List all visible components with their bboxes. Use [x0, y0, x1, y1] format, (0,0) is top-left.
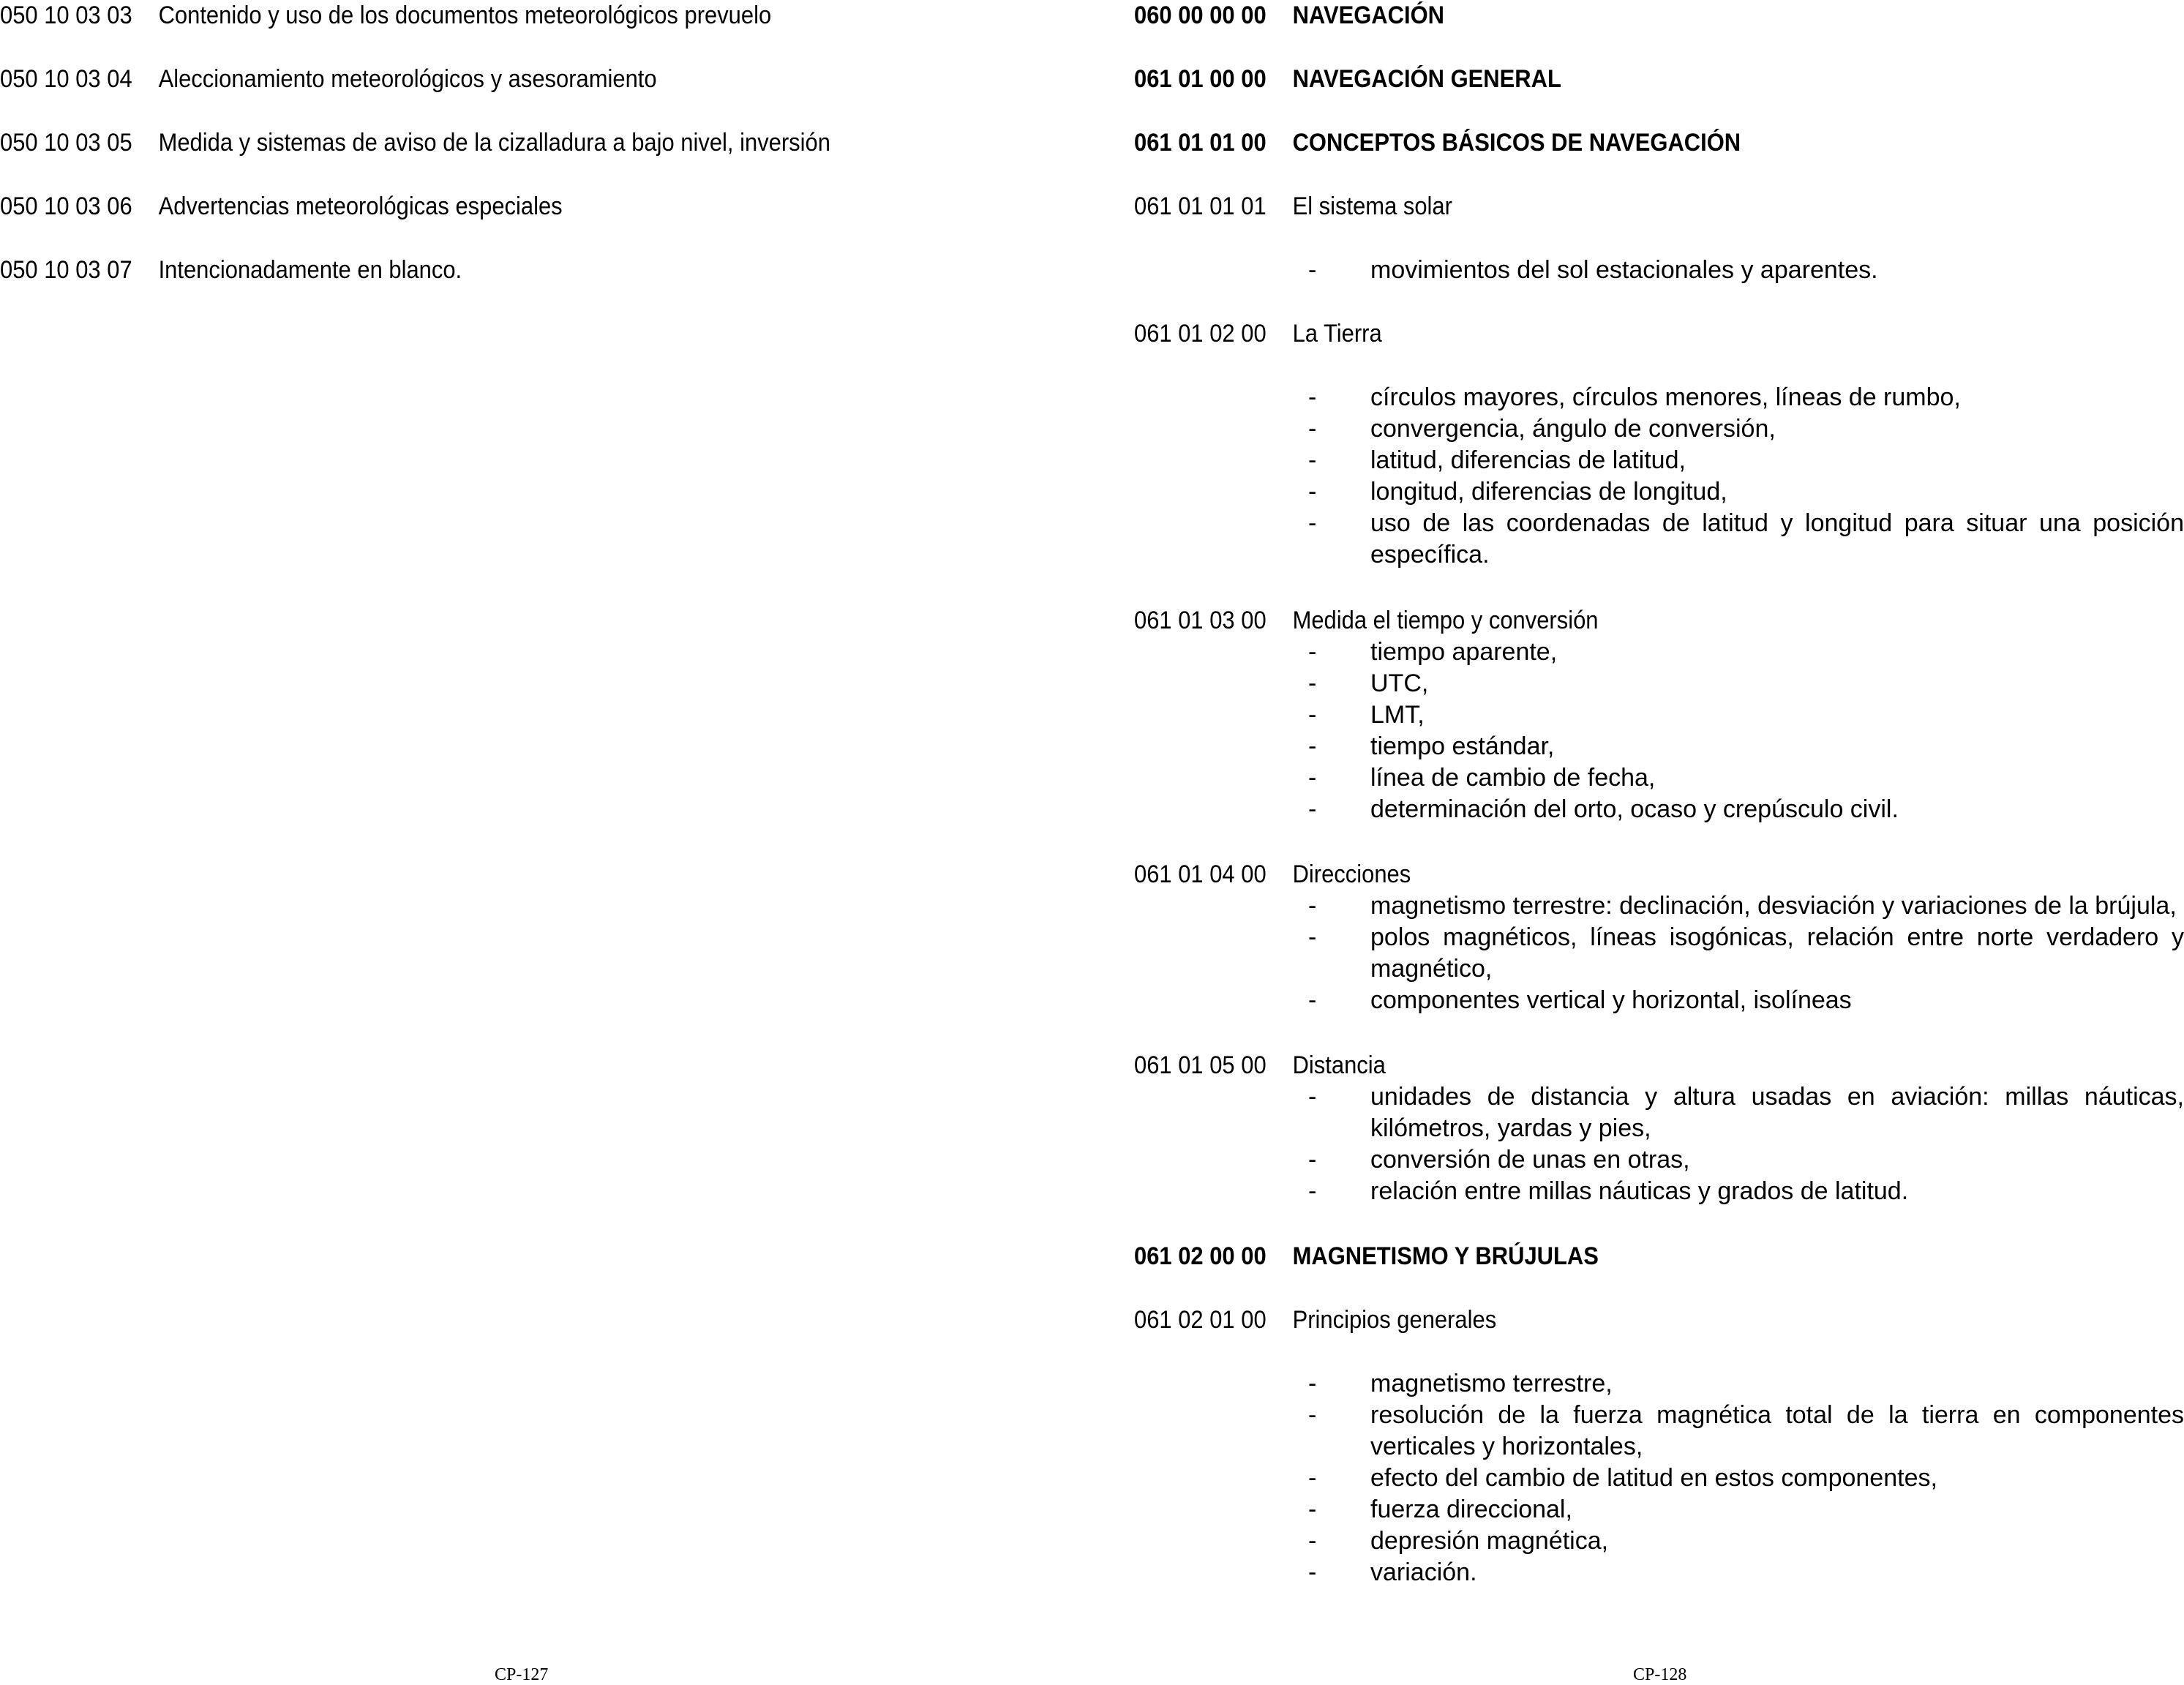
section-code: 061 01 00 00 [1134, 65, 1267, 93]
section-code: 061 01 04 00 [1134, 860, 1267, 888]
bullet-list [1134, 255, 2184, 286]
list-item-text: efecto del cambio de latitud en estos componentes, [1370, 1464, 1937, 1492]
list-item [1134, 1368, 2184, 1400]
page-number: CP-127 [495, 1665, 549, 1684]
bullet-dash: - [1308, 478, 1317, 506]
bullet-dash: - [1308, 1464, 1317, 1492]
list-item [1134, 382, 2184, 413]
list-item-text: variación. [1370, 1558, 1477, 1586]
bullet-dash: - [1308, 892, 1317, 920]
list-item [1134, 1081, 2184, 1144]
bullet-dash: - [1308, 1527, 1317, 1555]
bullet-dash: - [1308, 1370, 1317, 1397]
list-item-text: tiempo estándar, [1370, 732, 1555, 760]
section-code: 050 10 03 03 [0, 1, 132, 29]
section-title: Medida y sistemas de aviso de la cizalladura a bajo nivel, inversión [158, 129, 830, 157]
section-title: Aleccionamiento meteorológicos y asesoramiento [158, 65, 657, 93]
section-title: La Tierra [1292, 320, 1382, 348]
list-item [1134, 762, 2184, 794]
list-item-text: movimientos del sol estacionales y aparentes. [1370, 256, 1878, 284]
section-title: MAGNETISMO Y BRÚJULAS [1292, 1242, 1599, 1270]
list-item [1134, 508, 2184, 571]
list-item-text: línea de cambio de fecha, [1370, 764, 1656, 792]
bullet-dash: - [1308, 638, 1317, 666]
bullet-list [1134, 1368, 2184, 1588]
section-code: 061 01 01 00 [1134, 129, 1267, 157]
bullet-dash: - [1308, 446, 1317, 474]
list-item-text: UTC, [1370, 669, 1429, 697]
bullet-dash: - [1308, 1083, 1317, 1111]
list-item-text: latitud, diferencias de latitud, [1370, 446, 1686, 474]
list-item [1134, 476, 2184, 508]
bullet-dash: - [1308, 1496, 1317, 1523]
section-title: NAVEGACIÓN [1292, 1, 1445, 29]
list-item [1134, 1463, 2184, 1494]
list-item [1134, 1557, 2184, 1588]
bullet-dash: - [1308, 1146, 1317, 1174]
section-code: 050 10 03 06 [0, 192, 132, 220]
bullet-dash: - [1308, 509, 1317, 537]
bullet-dash: - [1308, 383, 1317, 411]
list-item [1134, 255, 2184, 286]
bullet-dash: - [1308, 923, 1317, 951]
section-code: 050 10 03 04 [0, 65, 132, 93]
bullet-list [1134, 382, 2184, 571]
section-code: 050 10 03 07 [0, 256, 132, 284]
list-item-text: tiempo aparente, [1370, 638, 1558, 666]
bullet-dash: - [1308, 415, 1317, 443]
section-title: El sistema solar [1292, 192, 1452, 220]
section-title: Direcciones [1292, 860, 1411, 888]
list-item-text: longitud, diferencias de longitud, [1370, 478, 1727, 506]
list-item [1134, 1400, 2184, 1463]
section-title: Intencionadamente en blanco. [158, 256, 462, 284]
bullet-dash: - [1308, 701, 1317, 729]
list-item-text: determinación del orto, ocaso y crepúsculo civil. [1370, 795, 1899, 823]
list-item-text: magnetismo terrestre: declinación, desviación y variaciones de la brújula, [1370, 892, 2177, 920]
list-item [1134, 922, 2184, 985]
section-code: 061 01 01 01 [1134, 192, 1267, 220]
list-item-text: unidades de distancia y altura usadas en aviación: millas náuticas, kilómetros, yardas y pies, [1370, 1083, 2184, 1142]
section-title: NAVEGACIÓN GENERAL [1292, 65, 1561, 93]
bullet-dash: - [1308, 1401, 1317, 1429]
bullet-dash: - [1308, 764, 1317, 792]
list-item [1134, 794, 2184, 825]
list-item-text: relación entre millas náuticas y grados de latitud. [1370, 1177, 1909, 1205]
section-code: 060 00 00 00 [1134, 1, 1267, 29]
bullet-dash: - [1308, 795, 1317, 823]
list-item [1134, 731, 2184, 762]
list-item-text: uso de las coordenadas de latitud y longitud para situar una posición específica. [1370, 509, 2184, 568]
list-item-text: magnetismo terrestre, [1370, 1370, 1613, 1397]
bullet-dash: - [1308, 1177, 1317, 1205]
bullet-dash: - [1308, 669, 1317, 697]
list-item-text: fuerza direccional, [1370, 1496, 1572, 1523]
list-item [1134, 1525, 2184, 1557]
section-title: Medida el tiempo y conversión [1292, 607, 1599, 634]
list-item-text: convergencia, ángulo de conversión, [1370, 415, 1776, 443]
list-item [1134, 1176, 2184, 1207]
bullet-list [1134, 637, 2184, 825]
section-code: 061 02 00 00 [1134, 1242, 1267, 1270]
list-item-text: depresión magnética, [1370, 1527, 1609, 1555]
section-code: 061 01 05 00 [1134, 1051, 1267, 1079]
list-item [1134, 413, 2184, 445]
bullet-list [1134, 1081, 2184, 1207]
list-item [1134, 1494, 2184, 1525]
page-number: CP-128 [1633, 1665, 1687, 1684]
list-item-text: resolución de la fuerza magnética total de la tierra en componentes verticales y horizontales, [1370, 1401, 2184, 1460]
list-item-text: círculos mayores, círculos menores, líneas de rumbo, [1370, 383, 1961, 411]
list-item [1134, 1144, 2184, 1176]
list-item [1134, 699, 2184, 731]
bullet-list [1134, 890, 2184, 1016]
list-item-text: componentes vertical y horizontal, isolíneas [1370, 986, 1852, 1014]
section-title: Contenido y uso de los documentos meteorológicos prevuelo [158, 1, 772, 29]
section-title: Advertencias meteorológicas especiales [158, 192, 563, 220]
section-code: 061 01 02 00 [1134, 320, 1267, 348]
section-code: 061 02 01 00 [1134, 1306, 1267, 1334]
bullet-dash: - [1308, 256, 1317, 284]
list-item-text: LMT, [1370, 701, 1425, 729]
bullet-dash: - [1308, 732, 1317, 760]
list-item [1134, 637, 2184, 668]
list-item-text: conversión de unas en otras, [1370, 1146, 1690, 1174]
list-item [1134, 890, 2184, 922]
section-title: Distancia [1292, 1051, 1386, 1079]
bullet-dash: - [1308, 986, 1317, 1014]
list-item [1134, 668, 2184, 699]
bullet-dash: - [1308, 1558, 1317, 1586]
section-code: 050 10 03 05 [0, 129, 132, 157]
section-code: 061 01 03 00 [1134, 607, 1267, 634]
section-title: CONCEPTOS BÁSICOS DE NAVEGACIÓN [1292, 129, 1741, 157]
section-title: Principios generales [1292, 1306, 1497, 1334]
list-item-text: polos magnéticos, líneas isogónicas, relación entre norte verdadero y magnético, [1370, 923, 2184, 983]
list-item [1134, 445, 2184, 476]
list-item [1134, 985, 2184, 1016]
